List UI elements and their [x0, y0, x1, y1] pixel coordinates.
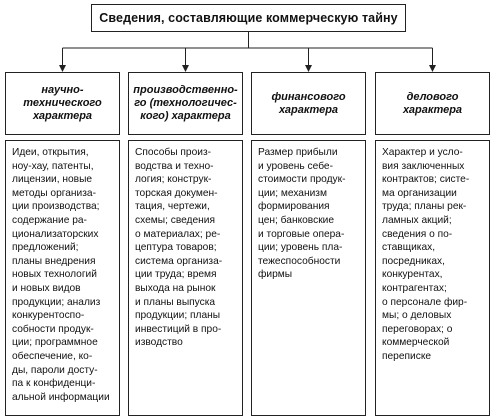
category-production-technological — [128, 72, 243, 135]
category-label: производственно- го (технологичес- кого) характера — [133, 84, 238, 122]
details-scientific-technical: Идеи, открытия, ноу-хау, патенты, лицензии, новые методы организа- ции производства; содержание ра- ционализаторских предложений; планы внедрения новых технологий и новых видов продукции; анализ конкурентоспо- собности продук- ции; программное обеспечение, ко- ды, пароли досту- па к конфиденци- альной информации — [5, 140, 120, 416]
diagram-title: Сведения, составляющие коммерческую тайну — [91, 4, 406, 32]
category-label: научно- технического характера — [23, 84, 102, 122]
arrow-to-scientific — [59, 48, 66, 72]
category-business — [375, 72, 490, 135]
category-scientific-technical — [5, 72, 120, 135]
category-financial — [251, 72, 366, 135]
arrow-to-business — [429, 48, 436, 72]
category-label: финансового характера — [271, 90, 346, 116]
category-label: делового характера — [402, 90, 463, 116]
details-financial: Размер прибыли и уровень себе- стоимости продук- ции; механизм формирования цен; банковские и торговые опера- ции; уровень пла- тежеспособности фирмы — [251, 140, 366, 416]
details-production-technological: Способы произ- водства и техно- логия; конструк- торская докумен- тация, чертежи, схемы; сведения о материалах; ре- цептура товаров; система организа- ции труда; время выхода на рынок и планы выпуска продукции; планы инвестиций в про- изводство — [128, 140, 243, 416]
details-business: Характер и усло- вия заключенных контрактов; систе- ма организации труда; планы рек- ламных акций; сведения о по- ставщиках, посредниках, конкурентах, контрагентах; о персонале фир- мы; о деловых переговорах; о коммерческой переписке — [375, 140, 490, 416]
arrow-to-financial — [305, 48, 312, 72]
arrow-to-production — [182, 48, 189, 72]
